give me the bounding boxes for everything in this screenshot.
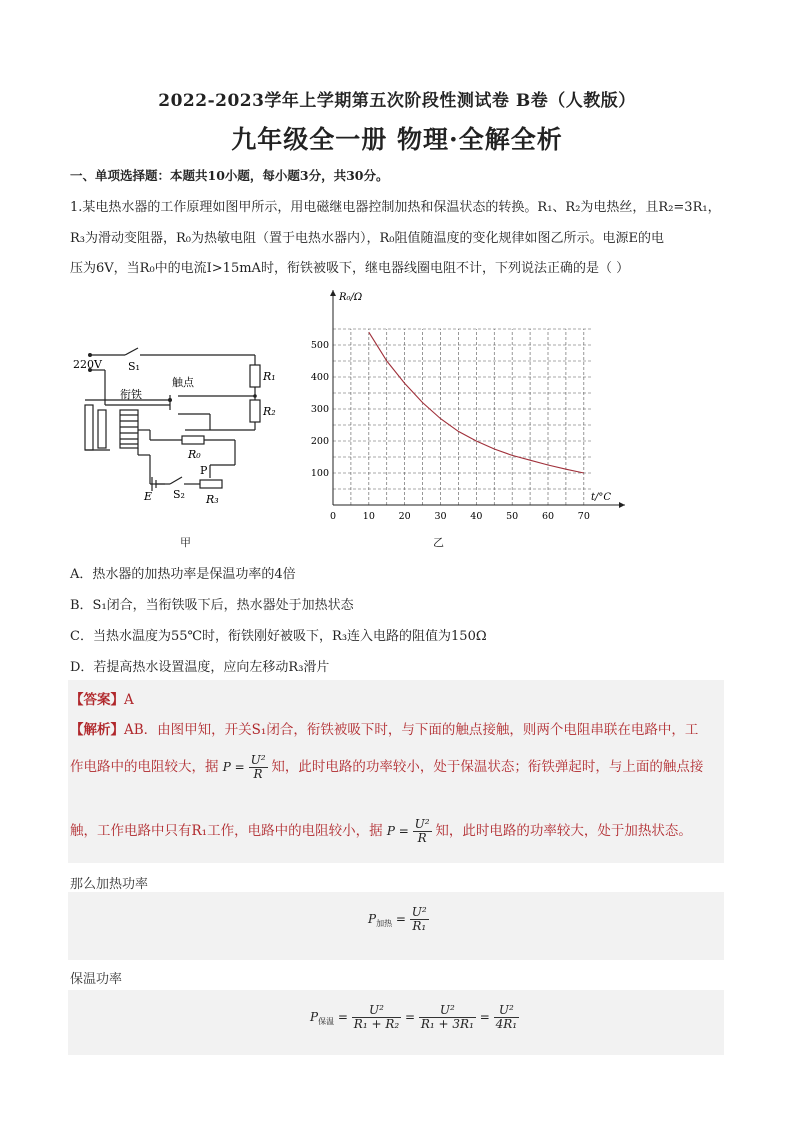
keep-den-2: R₁ + 3R₁ [420, 1017, 474, 1031]
heat-sub: 加热 [376, 919, 393, 928]
keep-den-3: 4R₁ [495, 1017, 518, 1031]
keep-den-1: R₁ + R₂ [353, 1017, 400, 1031]
analysis-text-2b: 知，此时电路的功率较小，处于保温状态；衔铁弹起时，与上面的触点接 [271, 759, 704, 775]
document-subtitle: 九年级全一册 物理·全解全析 [231, 125, 563, 154]
y-tick-label: 100 [310, 468, 329, 479]
section-heading: 一、单项选择题：本题共10小题，每小题3分，共30分。 [70, 168, 389, 183]
keep-num-2: U² [419, 1004, 476, 1018]
circuit-caption: 甲 [180, 536, 191, 549]
question-line-3: 压为6V，当R₀中的电流I>15mA时，衔铁被吸下，继电器线圈电阻不计，下列说法正确的是（ ） [70, 261, 630, 276]
keep-eq-1: = [337, 1010, 348, 1024]
heat-power-formula [368, 906, 429, 933]
y-tick-label: 500 [310, 340, 329, 351]
formula-numerator: U² [250, 753, 266, 767]
keep-num-3: U² [494, 1004, 519, 1018]
r3-label: R₃ [206, 493, 219, 506]
power-formula-2 [386, 817, 436, 845]
heat-num: U² [411, 905, 427, 919]
voltage-label: 220V [73, 358, 102, 371]
contact-label: 触点 [172, 376, 194, 389]
formula-numerator-2: U² [414, 817, 430, 831]
resistance-temperature-chart [305, 285, 640, 525]
r1-label: R₁ [263, 370, 276, 383]
x-axis-label: t/°C [591, 492, 612, 503]
answer-label: 【答案】 [70, 692, 124, 708]
x-tick-label: 30 [434, 511, 447, 522]
analysis-text-3b: 知，此时电路的功率较大，处于加热状态。 [435, 823, 692, 839]
power-formula-1 [222, 753, 272, 781]
analysis-text-1: AB．由图甲知，开关S₁闭合，衔铁被吸下时，与下面的触点接触，则两个电阻串联在电路中，工 [124, 722, 699, 738]
chart-grid [333, 329, 591, 505]
y-axis-arrow [330, 290, 336, 296]
formula-p-2: P = [386, 824, 409, 838]
option-b: B．S₁闭合，当衔铁吸下后，热水器处于加热状态 [70, 598, 354, 613]
keep-p: P [310, 1010, 319, 1024]
x-tick-label: 60 [541, 511, 555, 522]
option-a: A．热水器的加热功率是保温功率的4倍 [70, 567, 296, 582]
switch2-label: S₂ [173, 488, 185, 501]
y-axis-label: R₀/Ω [339, 292, 363, 303]
x-tick-label: 50 [506, 511, 519, 522]
keep-sub: 保温 [318, 1017, 335, 1026]
y-tick-label: 200 [310, 436, 329, 447]
option-d: D．若提高热水设置温度，应向左移动R₃滑片 [70, 660, 330, 675]
r2-label: R₂ [263, 405, 276, 418]
keep-eq-3: = [479, 1010, 490, 1024]
x-tick-label: 20 [398, 511, 411, 522]
analysis-line-3 [70, 818, 692, 845]
question-line-1: 1.某电热水器的工作原理如图甲所示，用电磁继电器控制加热和保温状态的转换。R₁、R₂为电热丝，且R₂=3R₁， [70, 200, 721, 215]
battery-label: E [144, 490, 153, 503]
circuit-diagram [70, 340, 310, 515]
y-tick-label: 300 [310, 404, 329, 415]
analysis-label: 【解析】 [70, 722, 124, 738]
heat-den: R₁ [412, 919, 427, 933]
question-line-2: R₃为滑动变阻器，R₀为热敏电阻（置于电热水器内），R₀阻值随温度的变化规律如图乙所示。电源E的电 [70, 231, 664, 246]
x-axis-arrow [619, 502, 625, 508]
analysis-line-2 [70, 754, 703, 781]
x-tick-label: 10 [362, 511, 375, 522]
keep-power-intro: 保温功率 [70, 972, 123, 987]
r0-label: R₀ [188, 448, 201, 461]
answer-value: A [124, 692, 134, 708]
slider-p-label: P [200, 464, 208, 477]
analysis-text-3a: 触，工作电路中只有R₁工作，电路中的电阻较小，据 [70, 823, 383, 839]
keep-num-1: U² [352, 1004, 401, 1018]
document-title: 2022-2023学年上学期第五次阶段性测试卷 B卷（人教版） [158, 91, 636, 111]
chart-axes [330, 290, 625, 508]
x-tick-label: 0 [329, 511, 337, 522]
analysis-text-2a: 作电路中的电阻较大，据 [70, 759, 219, 775]
switch1-label: S₁ [128, 360, 140, 373]
heat-power-intro: 那么加热功率 [70, 877, 149, 892]
formula-denominator-2: R [417, 831, 427, 845]
chart-caption: 乙 [433, 536, 444, 549]
x-tick-label: 70 [577, 511, 590, 522]
formula-denominator: R [253, 767, 263, 781]
keep-eq-2: = [405, 1010, 416, 1024]
answer-line [70, 688, 134, 708]
formula-p: P = [222, 760, 245, 774]
armature-label: 衔铁 [120, 388, 142, 401]
x-tick-label: 40 [470, 511, 483, 522]
heat-eq: = [395, 912, 406, 926]
y-tick-label: 400 [310, 372, 329, 383]
keep-power-formula [310, 1004, 519, 1031]
heat-p: P [368, 912, 377, 926]
option-c: C．当热水温度为55℃时，衔铁刚好被吸下，R₃连入电路的阻值为150Ω [70, 629, 487, 644]
analysis-line-1 [70, 718, 698, 738]
